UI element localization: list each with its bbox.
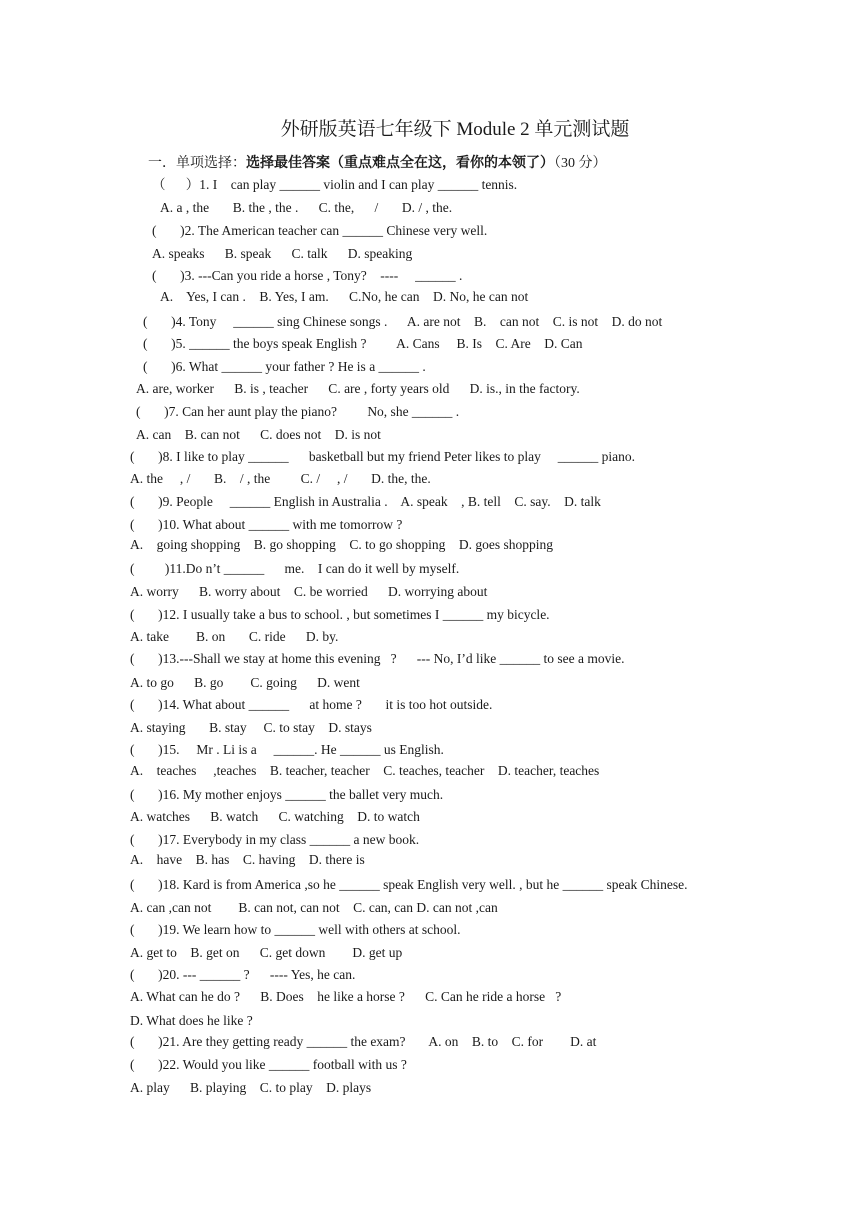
options-line: A. staying B. stay C. to stay D. stays bbox=[130, 720, 372, 735]
question-line: ( )7. Can her aunt play the piano? No, she ______ . bbox=[136, 404, 460, 419]
section-heading bbox=[148, 152, 607, 172]
options-line: A. play B. playing C. to play D. plays bbox=[130, 1080, 372, 1095]
question-line: ( )18. Kard is from America ,so he ______ speak English very well. , but he ______ speak Chinese. bbox=[130, 877, 688, 892]
options-line: A. have B. has C. having D. there is bbox=[130, 852, 365, 867]
question-line: ( )5. ______ the boys speak English ? A. Cans B. Is C. Are D. Can bbox=[143, 336, 583, 351]
question-line: ( )3. ---Can you ride a horse , Tony? ---- ______ . bbox=[152, 268, 463, 283]
options-line: A. take B. on C. ride D. by. bbox=[130, 629, 339, 644]
options-line: A. speaks B. speak C. talk D. speaking bbox=[152, 246, 413, 261]
options-line: D. What does he like ? bbox=[130, 1013, 253, 1028]
question-line: ( )21. Are they getting ready ______ the exam? A. on B. to C. for D. at bbox=[130, 1034, 597, 1049]
section-prefix: 一．单项选择： bbox=[148, 156, 246, 171]
options-line: A. a , the B. the , the . C. the, / D. / , the. bbox=[160, 200, 453, 215]
options-line: A. to go B. go C. going D. went bbox=[130, 675, 360, 690]
options-line: A. Yes, I can . B. Yes, I am. C.No, he can D. No, he can not bbox=[160, 289, 529, 304]
question-line: ( )13.---Shall we stay at home this evening ? --- No, I’d like ______ to see a movie. bbox=[130, 651, 625, 666]
options-line: A. get to B. get on C. get down D. get up bbox=[130, 945, 403, 960]
question-line: ( )2. The American teacher can ______ Chinese very well. bbox=[152, 223, 488, 238]
options-line: A. can ,can not B. can not, can not C. can, can D. can not ,can bbox=[130, 900, 498, 915]
section-points: （30 分） bbox=[554, 156, 607, 171]
question-line: ( )9. People ______ English in Australia . A. speak , B. tell C. say. D. talk bbox=[130, 494, 601, 509]
options-line: A. watches B. watch C. watching D. to watch bbox=[130, 809, 420, 824]
section-instruction: 选择最佳答案（重点难点全在这，看你的本领了） bbox=[246, 156, 554, 171]
options-line: A. What can he do ? B. Does he like a horse ? C. Can he ride a horse ? bbox=[130, 989, 562, 1004]
question-line: ( )19. We learn how to ______ well with others at school. bbox=[130, 922, 461, 937]
question-line: ( )15. Mr . Li is a ______. He ______ us English. bbox=[130, 742, 444, 757]
question-line: ( )8. I like to play ______ basketball but my friend Peter likes to play ______ piano. bbox=[130, 449, 636, 464]
options-line: A. can B. can not C. does not D. is not bbox=[136, 427, 381, 442]
question-line: ( )11.Do n’t ______ me. I can do it well by myself. bbox=[130, 561, 460, 576]
question-line: ( )12. I usually take a bus to school. , but sometimes I ______ my bicycle. bbox=[130, 607, 550, 622]
question-line: ( )14. What about ______ at home ? it is too hot outside. bbox=[130, 697, 493, 712]
options-line: A. teaches ,teaches B. teacher, teacher C. teaches, teacher D. teacher, teaches bbox=[130, 763, 600, 778]
page-title: 外研版英语七年级下 Module 2 单元测试题 bbox=[280, 119, 630, 140]
question-line: ( )17. Everybody in my class ______ a new book. bbox=[130, 832, 420, 847]
options-line: A. are, worker B. is , teacher C. are , forty years old D. is., in the factory. bbox=[136, 381, 580, 396]
options-line: A. the , / B. / , the C. / , / D. the, the. bbox=[130, 471, 431, 486]
question-line: ( )6. What ______ your father ? He is a ______ . bbox=[143, 359, 426, 374]
question-line: （ ）1. I can play ______ violin and I can play ______ tennis. bbox=[152, 177, 518, 192]
question-line: ( )16. My mother enjoys ______ the ballet very much. bbox=[130, 787, 444, 802]
options-line: A. worry B. worry about C. be worried D. worrying about bbox=[130, 584, 488, 599]
question-line: ( )10. What about ______ with me tomorrow ? bbox=[130, 517, 403, 532]
question-line: ( )20. --- ______ ? ---- Yes, he can. bbox=[130, 967, 356, 982]
question-line: ( )4. Tony ______ sing Chinese songs . A. are not B. can not C. is not D. do not bbox=[143, 314, 663, 329]
question-line: ( )22. Would you like ______ football with us ? bbox=[130, 1057, 407, 1072]
options-line: A. going shopping B. go shopping C. to go shopping D. goes shopping bbox=[130, 537, 554, 552]
